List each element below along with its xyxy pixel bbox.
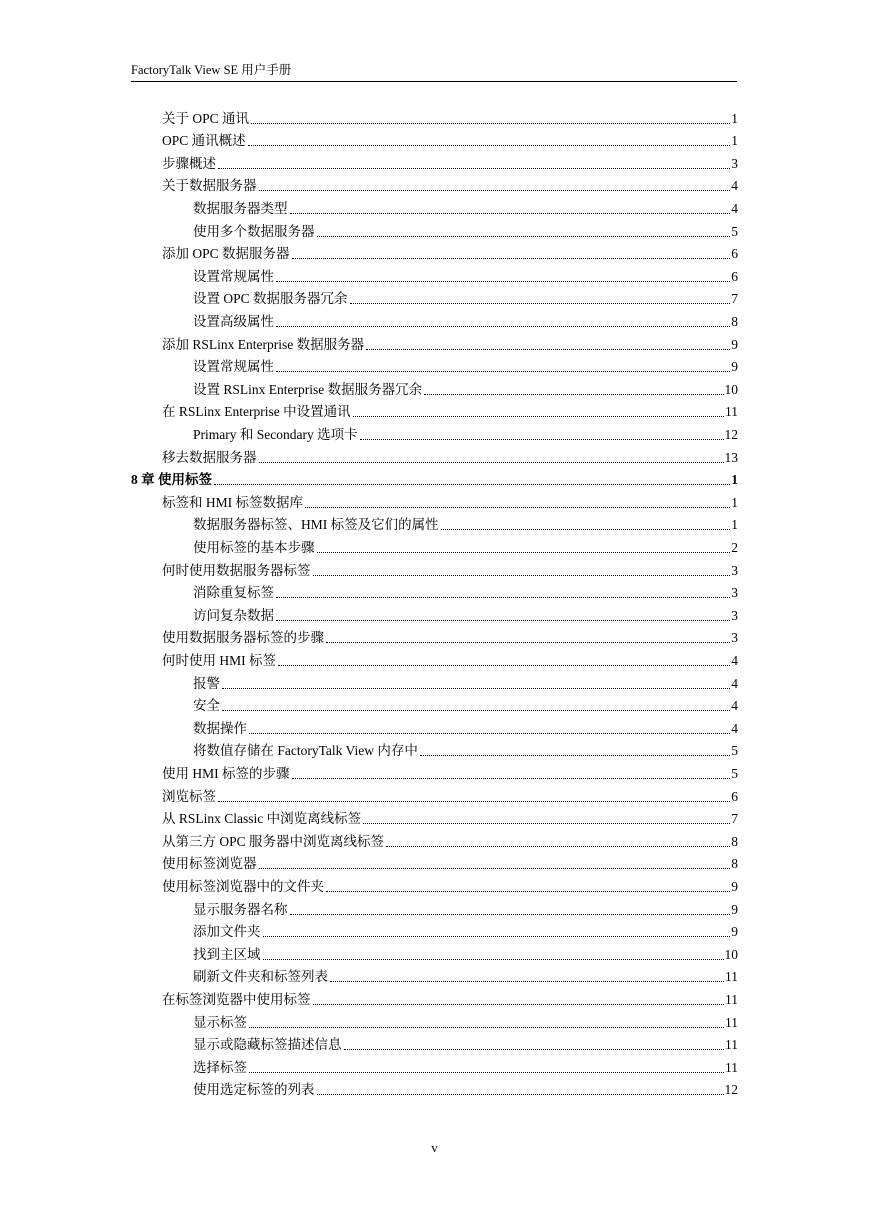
toc-dot-leader (290, 213, 731, 214)
toc-entry[interactable] (193, 714, 738, 737)
toc-entry-page: 11 (725, 404, 738, 420)
toc-entry-page: 8 (731, 313, 738, 329)
toc-entry-title: 关于数据服务器 (162, 178, 257, 194)
toc-entry-title: 显示标签 (193, 1014, 247, 1030)
toc-dot-leader (218, 801, 730, 802)
toc-entry-page: 3 (731, 607, 738, 623)
toc-entry[interactable] (193, 1053, 738, 1076)
page-number: v (431, 1140, 438, 1155)
toc-entry-title: 标签和 HMI 标签数据库 (162, 494, 303, 510)
toc-entry-page: 3 (731, 562, 738, 578)
toc-dot-leader (441, 529, 731, 530)
toc-entry-title: 显示或隐藏标签描述信息 (193, 1037, 342, 1053)
toc-entry-page: 11 (725, 1014, 738, 1030)
toc-dot-leader (290, 914, 731, 915)
toc-entry[interactable] (162, 172, 738, 195)
toc-entry-title: 在标签浏览器中使用标签 (162, 991, 311, 1007)
toc-entry-title: 移去数据服务器 (162, 449, 257, 465)
toc-entry[interactable] (193, 918, 738, 941)
toc-entry[interactable] (162, 872, 738, 895)
toc-entry-page: 9 (731, 336, 738, 352)
toc-entry-page: 1 (731, 517, 738, 533)
toc-entry[interactable] (162, 759, 738, 782)
toc-entry-title: 添加 OPC 数据服务器 (162, 246, 290, 262)
toc-entry[interactable] (193, 194, 738, 217)
toc-entry-title: 访问复杂数据 (193, 607, 274, 623)
toc-entry-title: 使用标签的基本步骤 (193, 539, 315, 555)
toc-entry[interactable] (162, 104, 738, 127)
toc-dot-leader (292, 778, 731, 779)
toc-entry-page: 5 (731, 743, 738, 759)
toc-entry-title: 何时使用数据服务器标签 (162, 562, 311, 578)
toc-entry-title: 将数值存储在 FactoryTalk View 内存中 (193, 743, 418, 759)
toc-entry[interactable] (193, 307, 738, 330)
toc-entry[interactable] (193, 737, 738, 760)
toc-dot-leader (249, 1072, 724, 1073)
toc-entry[interactable] (162, 240, 738, 263)
toc-entry-title: 设置高级属性 (193, 313, 274, 329)
toc-entry[interactable] (193, 692, 738, 715)
toc-entry-title: 使用 HMI 标签的步骤 (162, 765, 290, 781)
toc-entry[interactable] (162, 985, 738, 1008)
toc-entry-title: 消除重复标签 (193, 585, 274, 601)
toc-entry-title: 报警 (193, 675, 220, 691)
toc-entry[interactable] (193, 1031, 738, 1054)
toc-entry-title: 关于 OPC 通讯 (162, 110, 250, 126)
toc-entry-page: 4 (731, 200, 738, 216)
toc-entry-title: 步骤概述 (162, 155, 216, 171)
toc-dot-leader (276, 281, 730, 282)
toc-entry[interactable] (162, 827, 738, 850)
toc-dot-leader (292, 258, 731, 259)
toc-dot-leader (330, 981, 724, 982)
toc-entry-page: 11 (725, 969, 738, 985)
toc-dot-leader (249, 733, 730, 734)
toc-entry-title: 使用标签浏览器 (162, 856, 257, 872)
toc-entry-page: 11 (725, 991, 738, 1007)
toc-entry[interactable] (193, 669, 738, 692)
toc-entry-title: 数据服务器标签、HMI 标签及它们的属性 (193, 517, 439, 533)
toc-entry-title: 选择标签 (193, 1059, 247, 1075)
toc-entry-title: 从第三方 OPC 服务器中浏览离线标签 (162, 833, 385, 849)
toc-entry-page: 5 (731, 223, 738, 239)
toc-entry[interactable] (193, 420, 738, 443)
toc-entry-title: 从 RSLinx Classic 中浏览离线标签 (162, 811, 362, 827)
toc-entry[interactable] (162, 488, 738, 511)
toc-dot-leader (420, 755, 730, 756)
toc-entry[interactable] (162, 850, 738, 873)
toc-entry-title: Primary 和 Secondary 选项卡 (193, 426, 358, 442)
toc-chapter-entry[interactable] (131, 466, 738, 489)
toc-entry[interactable] (162, 805, 738, 828)
toc-dot-leader (276, 620, 730, 621)
toc-dot-leader (259, 462, 724, 463)
toc-entry-page: 12 (724, 1082, 738, 1098)
toc-entry[interactable] (162, 443, 738, 466)
toc-entry[interactable] (193, 895, 738, 918)
toc-dot-leader (317, 1094, 724, 1095)
toc-entry-page: 4 (731, 698, 738, 714)
toc-entry[interactable] (193, 285, 738, 308)
toc-entry[interactable] (193, 511, 738, 534)
header-rule (131, 81, 737, 82)
toc-entry-title: 安全 (193, 698, 220, 714)
toc-entry-title: 数据操作 (193, 720, 247, 736)
toc-dot-leader (386, 846, 730, 847)
toc-entry-title: 何时使用 HMI 标签 (162, 652, 276, 668)
toc-entry-title: 8 章 使用标签 (131, 472, 212, 488)
toc-dot-leader (313, 1004, 725, 1005)
toc-entry-page: 9 (731, 878, 738, 894)
toc-entry-page: 6 (731, 246, 738, 262)
toc-entry-page: 1 (731, 110, 738, 126)
toc-entry-title: 刷新文件夹和标签列表 (193, 969, 328, 985)
toc-entry-page: 9 (731, 359, 738, 375)
toc-entry-page: 5 (731, 765, 738, 781)
toc-entry[interactable] (193, 579, 738, 602)
toc-entry-page: 4 (731, 652, 738, 668)
toc-entry[interactable] (162, 127, 738, 150)
toc-entry-page: 4 (731, 720, 738, 736)
toc-dot-leader (214, 484, 730, 485)
toc-dot-leader (222, 710, 730, 711)
toc-dot-leader (424, 394, 723, 395)
toc-entry-title: 使用多个数据服务器 (193, 223, 315, 239)
toc-entry-title: 使用数据服务器标签的步骤 (162, 630, 324, 646)
toc-entry-page: 4 (731, 178, 738, 194)
toc-entry[interactable] (162, 624, 738, 647)
toc-entry-title: 设置 OPC 数据服务器冗余 (193, 291, 348, 307)
toc-entry-title: 浏览标签 (162, 788, 216, 804)
toc-entry[interactable] (162, 782, 738, 805)
toc-entry-title: OPC 通讯概述 (162, 133, 246, 149)
toc-dot-leader (326, 642, 730, 643)
toc-dot-leader (276, 597, 730, 598)
toc-dot-leader (366, 349, 730, 350)
toc-entry-page: 3 (731, 155, 738, 171)
toc-dot-leader (305, 507, 730, 508)
running-header: FactoryTalk View SE 用户手册 (131, 63, 292, 77)
toc-dot-leader (363, 823, 730, 824)
toc-entry-page: 3 (731, 630, 738, 646)
toc-entry-page: 2 (731, 539, 738, 555)
toc-entry-title: 添加 RSLinx Enterprise 数据服务器 (162, 336, 365, 352)
toc-dot-leader (350, 303, 731, 304)
toc-entry[interactable] (193, 1008, 738, 1031)
toc-entry-title: 设置 RSLinx Enterprise 数据服务器冗余 (193, 381, 423, 397)
toc-dot-leader (326, 891, 730, 892)
toc-entry-page: 3 (731, 585, 738, 601)
toc-entry[interactable] (193, 353, 738, 376)
toc-entry-page: 10 (724, 946, 738, 962)
toc-entry-page: 10 (724, 381, 738, 397)
toc-dot-leader (317, 236, 731, 237)
toc-entry-title: 使用标签浏览器中的文件夹 (162, 878, 324, 894)
toc-dot-leader (248, 145, 731, 146)
toc-entry[interactable] (193, 262, 738, 285)
toc-entry-page: 1 (731, 133, 738, 149)
toc-dot-leader (218, 168, 730, 169)
toc-dot-leader (263, 959, 724, 960)
toc-dot-leader (344, 1049, 725, 1050)
toc-entry-page: 8 (731, 856, 738, 872)
toc-entry-page: 7 (731, 811, 738, 827)
toc-dot-leader (276, 371, 730, 372)
toc-dot-leader (313, 575, 731, 576)
toc-dot-leader (353, 416, 724, 417)
toc-entry[interactable] (193, 963, 738, 986)
toc-entry-title: 设置常规属性 (193, 268, 274, 284)
toc-entry-page: 9 (731, 924, 738, 940)
toc-entry-page: 9 (731, 901, 738, 917)
toc-dot-leader (259, 868, 731, 869)
toc-dot-leader (259, 190, 731, 191)
toc-entry-title: 在 RSLinx Enterprise 中设置通讯 (162, 404, 351, 420)
toc-entry[interactable] (193, 601, 738, 624)
toc-entry[interactable] (162, 149, 738, 172)
toc-entry[interactable] (162, 556, 738, 579)
toc-entry[interactable] (193, 217, 738, 240)
toc-entry-page: 4 (731, 675, 738, 691)
toc-dot-leader (276, 326, 730, 327)
toc-dot-leader (360, 439, 724, 440)
toc-entry-page: 1 (731, 472, 738, 488)
toc-entry-page: 7 (731, 291, 738, 307)
toc-entry-title: 添加文件夹 (193, 924, 261, 940)
toc-entry-page: 12 (724, 426, 738, 442)
toc-entry[interactable] (162, 330, 738, 353)
toc-entry-page: 13 (724, 449, 738, 465)
toc-entry-page: 6 (731, 268, 738, 284)
toc-entry-page: 11 (725, 1059, 738, 1075)
toc-dot-leader (249, 1027, 724, 1028)
toc-entry-title: 数据服务器类型 (193, 200, 288, 216)
toc-entry-title: 显示服务器名称 (193, 901, 288, 917)
toc-entry[interactable] (162, 646, 738, 669)
toc-entry[interactable] (193, 1076, 738, 1099)
toc-dot-leader (317, 552, 731, 553)
toc-entry[interactable] (193, 375, 738, 398)
toc-entry-page: 11 (725, 1037, 738, 1053)
toc-dot-leader (263, 936, 731, 937)
toc-dot-leader (278, 665, 730, 666)
toc-entry-title: 设置常规属性 (193, 359, 274, 375)
toc-entry[interactable] (193, 533, 738, 556)
toc-entry-page: 8 (731, 833, 738, 849)
toc-entry-page: 1 (731, 494, 738, 510)
toc-entry[interactable] (162, 398, 738, 421)
toc-entry[interactable] (193, 940, 738, 963)
toc-entry-title: 找到主区域 (193, 946, 261, 962)
toc-dot-leader (222, 688, 730, 689)
toc-entry-title: 使用选定标签的列表 (193, 1082, 315, 1098)
toc-entry-page: 6 (731, 788, 738, 804)
toc-dot-leader (251, 123, 730, 124)
